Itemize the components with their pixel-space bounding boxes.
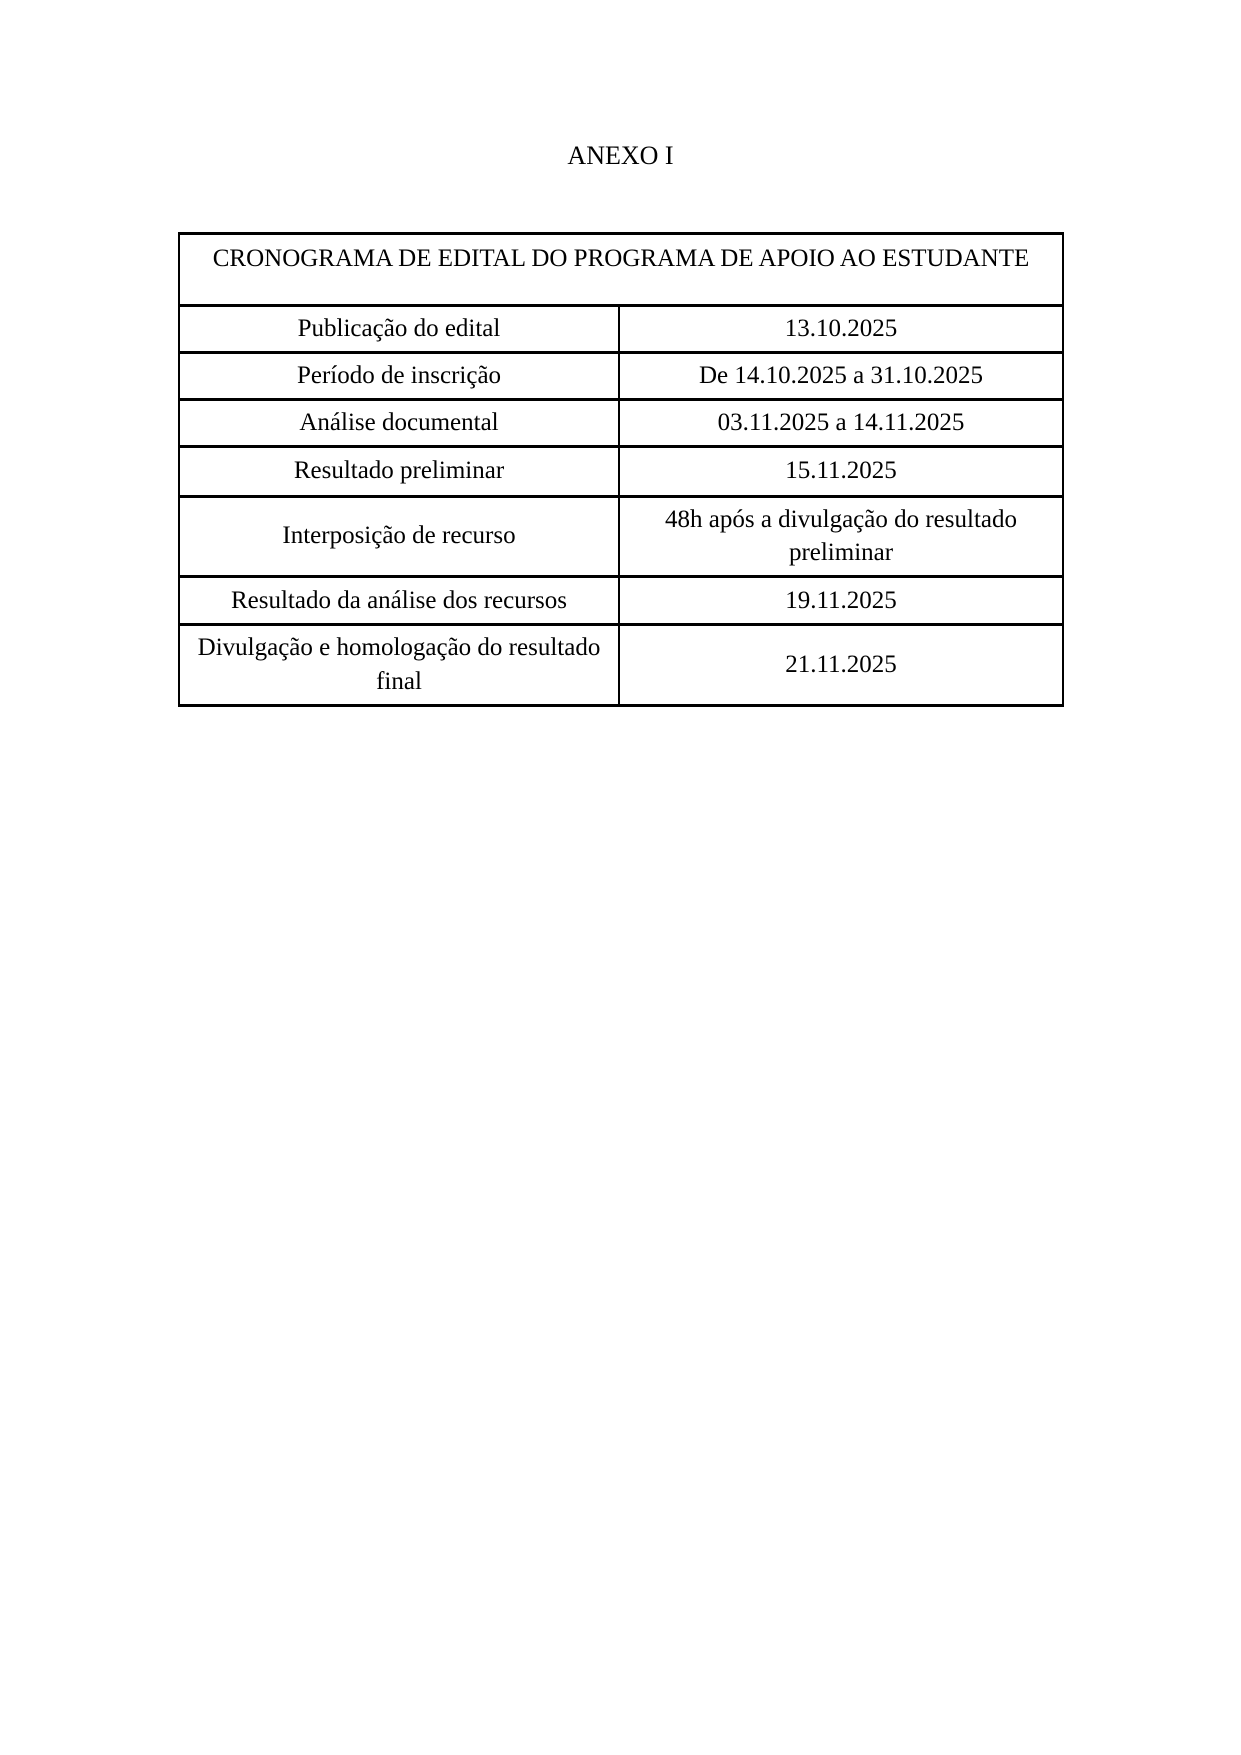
row-value: 03.11.2025 a 14.11.2025 <box>619 399 1063 446</box>
row-value: 15.11.2025 <box>619 446 1063 496</box>
row-label: Período de inscrição <box>179 352 619 399</box>
table-row <box>179 352 1063 399</box>
row-label: Publicação do edital <box>179 306 619 353</box>
row-label: Resultado da análise dos recursos <box>179 577 619 625</box>
table-row <box>179 625 1063 706</box>
page-title: ANEXO I <box>567 141 674 170</box>
table-row <box>179 446 1063 496</box>
row-value: 21.11.2025 <box>619 625 1063 706</box>
row-value: 19.11.2025 <box>619 577 1063 625</box>
table-title: CRONOGRAMA DE EDITAL DO PROGRAMA DE APOIO AO ESTUDANTE <box>179 234 1063 306</box>
row-label: Divulgação e homologação do resultado final <box>179 625 619 706</box>
table-row <box>179 399 1063 446</box>
table-row <box>179 496 1063 577</box>
row-value: 48h após a divulgação do resultado preliminar <box>619 496 1063 577</box>
row-label: Resultado preliminar <box>179 446 619 496</box>
table-row <box>179 306 1063 353</box>
schedule-table <box>178 232 1064 707</box>
table-row <box>179 577 1063 625</box>
row-label: Análise documental <box>179 399 619 446</box>
row-value: De 14.10.2025 a 31.10.2025 <box>619 352 1063 399</box>
table-header-row <box>179 234 1063 306</box>
row-label: Interposição de recurso <box>179 496 619 577</box>
row-value: 13.10.2025 <box>619 306 1063 353</box>
